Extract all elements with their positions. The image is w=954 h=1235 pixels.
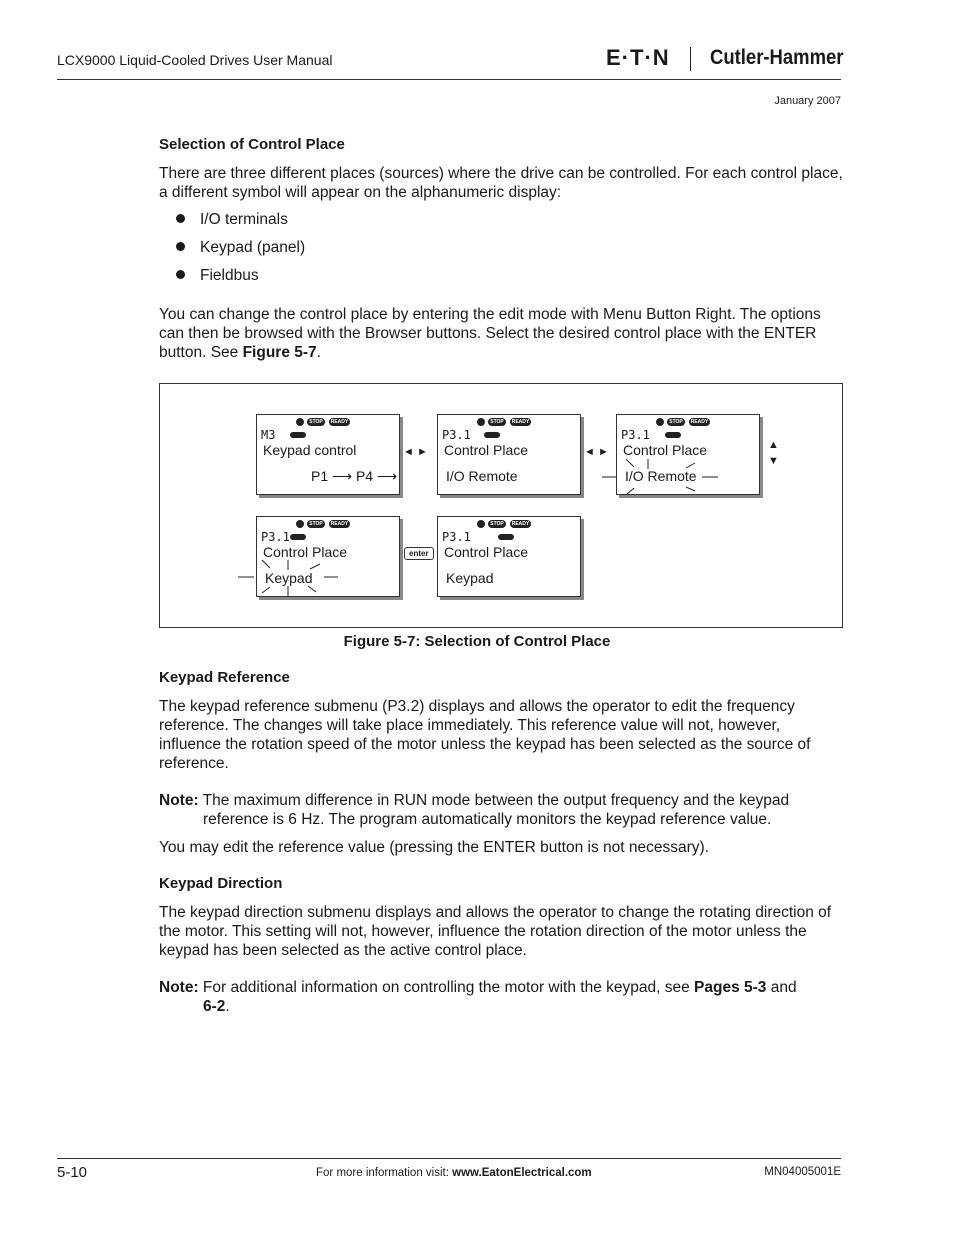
io-term-indicator <box>290 432 306 438</box>
header-date: January 2007 <box>774 95 841 107</box>
bullet-dot-icon <box>176 242 185 251</box>
page-reference: Pages 5-3 <box>694 979 767 996</box>
eaton-logo: E·T·N <box>606 45 670 70</box>
bullet-item: Keypad (panel) <box>176 239 305 257</box>
blink-rays-icon <box>238 560 348 600</box>
rotation-icon <box>656 418 664 426</box>
rotation-icon <box>296 520 304 528</box>
bullet-item: I/O terminals <box>176 211 288 229</box>
keypad-indicator <box>498 534 514 540</box>
rotation-icon <box>296 418 304 426</box>
figure-box <box>159 383 843 628</box>
intro-paragraph: There are three different places (sources) where the drive can be controlled. For each control place, a different symbol will appear on the alphanumeric display: <box>159 165 843 201</box>
bullet-dot-icon <box>176 270 185 279</box>
keypad-direction-paragraph: The keypad direction submenu displays and allows the operator to change the rotating direction of the motor. This setting will not, however, influence the rotation direction of the motor unless the keypad has been selected as the active control place. <box>159 904 832 959</box>
control-place-paragraph: You can change the control place by entering the edit mode with Menu Button Right. The options can then be browsed with the Browser buttons. Select the desired control place with the ENTER button. See Figure 5-7. <box>159 306 821 361</box>
rotation-icon <box>477 520 485 528</box>
header-title: LCX9000 Liquid-Cooled Drives User Manual <box>57 52 333 68</box>
section-heading-keypad-reference: Keypad Reference <box>159 669 290 686</box>
lcd-panel <box>256 414 400 495</box>
stop-indicator: STOP <box>667 418 685 426</box>
edit-reference-paragraph: You may edit the reference value (pressing the ENTER button is not necessary). <box>159 839 709 856</box>
stop-indicator: STOP <box>488 520 506 528</box>
left-right-arrows-icon: ◄ ► <box>403 446 428 458</box>
lcd-line2: I/O Remote <box>625 468 697 484</box>
io-term-indicator <box>484 432 500 438</box>
lcd-line1: Control Place <box>444 544 529 560</box>
menu-code: P3.1 <box>442 428 471 442</box>
note-paragraph: Note: For additional information on controlling the motor with the keypad, see Pages 5-3 and 6-2. <box>159 979 797 1015</box>
note-paragraph: Note: The maximum difference in RUN mode between the output frequency and the keypad reference is 6 Hz. The program automatically monitors the keypad reference value. <box>159 792 790 828</box>
footer-link[interactable]: www.EatonElectrical.com <box>452 1167 592 1179</box>
footer-rule <box>57 1158 841 1159</box>
lcd-line1: Keypad control <box>263 442 357 458</box>
logo-divider <box>690 47 691 71</box>
section-heading-control-place: Selection of Control Place <box>159 136 345 153</box>
ready-indicator: READY <box>690 419 709 425</box>
lcd-line1: Control Place <box>444 442 529 458</box>
lcd-line2: P1 ⟶ P4 ⟶ <box>311 468 398 484</box>
page-number: 5-10 <box>57 1164 88 1181</box>
io-term-indicator <box>290 534 306 540</box>
menu-code: P3.1 <box>621 428 650 442</box>
menu-code: P3.1 <box>261 530 290 544</box>
lcd-line1: Control Place <box>623 442 708 458</box>
lcd-line2: Keypad <box>446 570 494 586</box>
menu-code: M3 <box>261 428 276 442</box>
lcd-line2: I/O Remote <box>446 468 518 484</box>
lcd-panel <box>437 414 581 495</box>
down-arrow-icon: ▼ <box>768 455 779 467</box>
left-right-arrows-icon: ◄ ► <box>584 446 609 458</box>
rotation-icon <box>477 418 485 426</box>
stop-indicator: STOP <box>488 418 506 426</box>
ready-indicator: READY <box>511 521 530 527</box>
figure-reference: Figure 5-7 <box>242 344 317 361</box>
up-arrow-icon: ▲ <box>768 439 779 451</box>
bullet-item: Fieldbus <box>176 267 259 285</box>
section-heading-keypad-direction: Keypad Direction <box>159 875 283 892</box>
figure-caption: Figure 5-7: Selection of Control Place <box>343 633 611 650</box>
stop-indicator: STOP <box>307 520 325 528</box>
brand-name: Cutler-Hammer <box>710 46 844 69</box>
ready-indicator: READY <box>330 419 349 425</box>
keypad-reference-paragraph: The keypad reference submenu (P3.2) displays and allows the operator to edit the frequency reference. The changes will take place immediately. This reference value will not, however, influence the rotation speed of the motor unless the keypad has been selected as the source of reference. <box>159 698 811 772</box>
ready-indicator: READY <box>511 419 530 425</box>
enter-button-icon: enter <box>404 547 434 560</box>
io-term-indicator <box>665 432 681 438</box>
ready-indicator: READY <box>330 521 349 527</box>
blink-rays-icon <box>600 459 720 499</box>
lcd-line2: Keypad <box>265 570 313 586</box>
stop-indicator: STOP <box>307 418 325 426</box>
lcd-line1: Control Place <box>263 544 348 560</box>
document-number: MN04005001E <box>764 1166 841 1178</box>
footer-info: For more information visit: www.EatonElectrical.com <box>316 1167 592 1179</box>
page-reference: 6-2 <box>203 998 226 1015</box>
header-rule <box>57 79 841 80</box>
lcd-panel <box>437 516 581 597</box>
menu-code: P3.1 <box>442 530 471 544</box>
bullet-dot-icon <box>176 214 185 223</box>
